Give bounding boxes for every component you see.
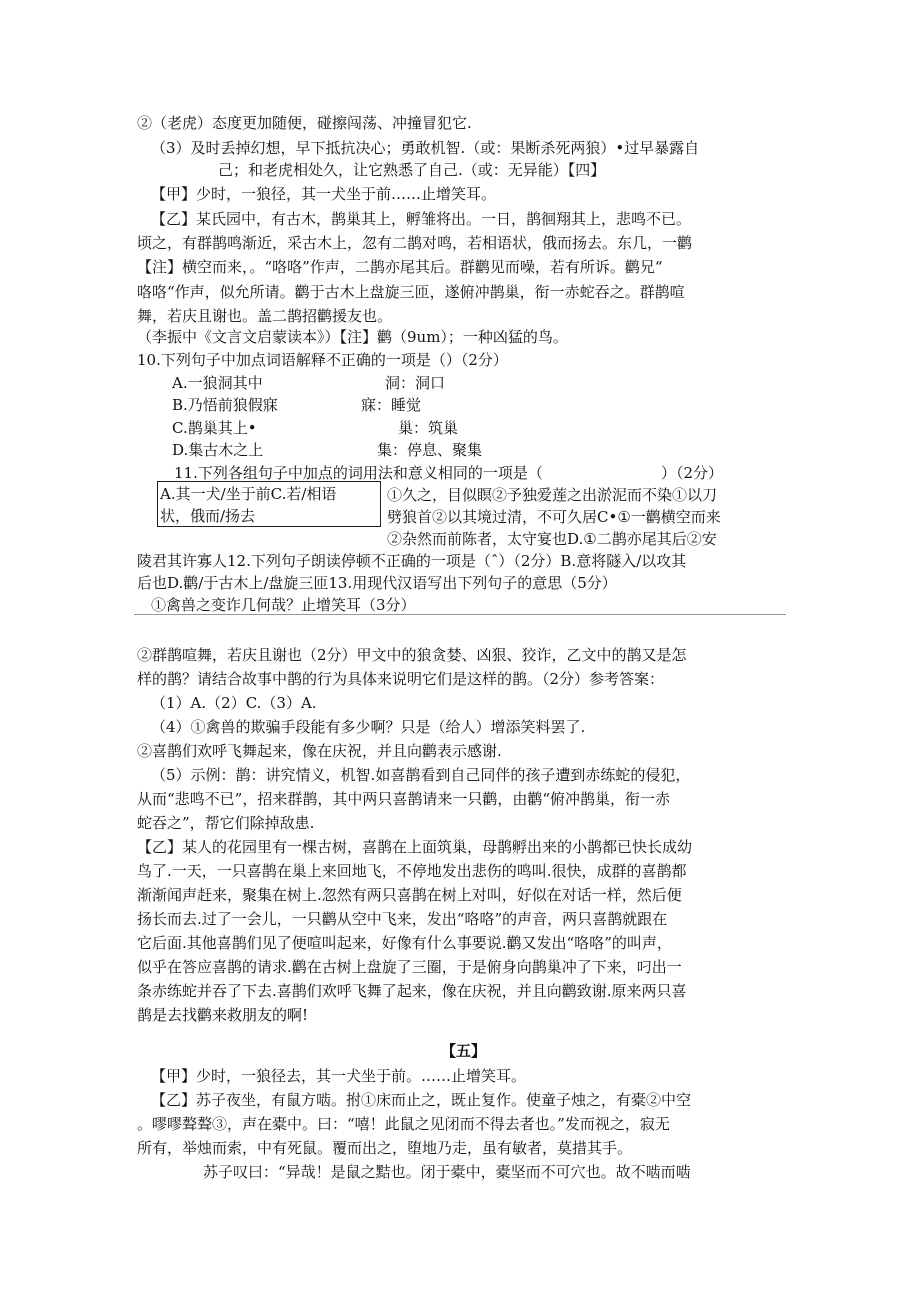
text-line: （3）及时丢掉幻想，早下抵抗决心；勇敢机智.（或：果断杀死两狼）•过早暴露自 xyxy=(151,139,700,157)
q10-option-d: D.集古木之上 xyxy=(172,441,264,459)
text-line: 鸟了.一天，一只喜鹊在巢上来回地飞，不停地发出悲伤的鸣叫.很快，成群的喜鹊都 xyxy=(137,862,687,880)
text-line: ①久之，目似瞑②予独爱莲之出淤泥而不染①以刀 xyxy=(387,486,718,504)
text-line: 【乙】苏子夜坐，有鼠方啮。拊①床而止之，既止复作。使童子烛之，有橐②中空 xyxy=(151,1091,692,1109)
text-line: 扬长而去.过了一会儿，一只鹳从空中飞来，发出“咯咯”的声音，两只喜鹊就跟在 xyxy=(137,910,668,928)
answer-box-line: A.其一犬/坐于前C.若/相语 xyxy=(160,485,337,503)
text-line: 【注】横空而来，。“咯咯”作声，二鹊亦尾其后。群鹳见而噪，若有所诉。鹳兄“ xyxy=(137,258,663,276)
text-line: 【甲】少时，一狼径去，其一犬坐于前。……止增笑耳。 xyxy=(151,1067,527,1085)
text-line: 渐渐闻声赶来，聚集在树上.忽然有两只喜鹊在树上对叫，好似在对话一样，然后便 xyxy=(137,886,682,904)
text-line: （5）示例：鹊：讲究情义，机智.如喜鹊看到自己同伴的孩子遭到赤练蛇的侵犯， xyxy=(151,766,691,784)
text-line: ②喜鹊们欢呼飞舞起来，像在庆祝，并且向鹳表示感谢. xyxy=(137,742,502,760)
text-line: 所有，举烛而索，中有死鼠。覆而出之，堕地乃走，虽有敏者，莫措其手。 xyxy=(137,1139,633,1157)
answer-box xyxy=(157,481,381,527)
question-13-item: ①禽兽之变诈几何哉？止增笑耳（3分） xyxy=(151,596,416,614)
text-line: （4）①禽兽的欺骗手段能有多少啊？只是（给人）增添笑料罢了. xyxy=(151,718,586,736)
text-line: ②群鹊喧舞，若庆且谢也（2分）甲文中的狼贪婪、凶狠、狡诈，乙文中的鹊又是怎 xyxy=(137,646,687,664)
text-line: ②（老虎）态度更加随便，碰擦闯荡、冲撞冒犯它. xyxy=(137,114,472,132)
text-line: 从而“悲鸣不已”，招来群鹊，其中两只喜鹊请来一只鹳，由鹳“俯冲鹊巢，衔一赤 xyxy=(137,790,671,808)
q10-option-b-gloss: 寐：睡觉 xyxy=(361,396,422,414)
question-11-title: 11.下列各组句子中加点的词用法和意义相同的一项是（ xyxy=(174,464,543,482)
text-line: 【乙】某人的花园里有一棵古树，喜鹊在上面筑巢，母鹊孵出来的小鹊都已快长成幼 xyxy=(137,838,693,856)
text-line: 【甲】少时，一狼径，其一犬坐于前……止增笑耳。 xyxy=(151,185,497,203)
text-line: （李振中《文言文启蒙读本》）【注】鹳（9um）；一种凶猛的鸟。 xyxy=(137,328,568,346)
q10-option-a-gloss: 洞：洞口 xyxy=(385,374,446,392)
q10-option-d-gloss: 集：停息、聚集 xyxy=(377,441,483,459)
text-line: 似乎在答应喜鹊的请求.鹳在古树上盘旋了三圈，于是俯身向鹊巢冲了下来，叼出一 xyxy=(137,958,682,976)
text-line: 舞，若庆且谢也。盖二鹊招鹳援友也。 xyxy=(137,307,393,325)
text-line: 蛇吞之”，帮它们除掉敌患. xyxy=(137,814,315,832)
text-line: 它后面.其他喜鹊们见了便喧叫起来，好像有什么事要说.鹳又发出“咯咯”的叫声， xyxy=(137,934,672,952)
page-divider xyxy=(134,614,786,615)
text-line: （1）A.（2）C.（3）A. xyxy=(151,694,317,712)
text-line: 。嘐嘐聱聱③，声在橐中。曰：“嘻！此鼠之见闭而不得去者也。”发而视之，寂无 xyxy=(137,1115,670,1133)
text-line: 条赤练蛇并吞了下去.喜鹊们欢呼飞舞了起来，像在庆祝，并且向鹳致谢.原来两只喜 xyxy=(137,982,687,1000)
text-line: 己；和老虎相处久，让它熟悉了自己.（或：无异能）【四】 xyxy=(218,161,606,179)
answer-box-line: 状，俄而/扬去 xyxy=(160,507,256,525)
text-line: 苏子叹曰：“异哉！是鼠之黠也。闭于橐中，橐坚而不可穴也。故不啮而啮 xyxy=(203,1163,691,1181)
text-line: 劈狼首②以其境过清，不可久居C•①一鹳横空而来 xyxy=(387,508,721,526)
section-heading: 【五】 xyxy=(441,1042,487,1060)
text-line: 【乙】某氏园中，有古木，鹊巢其上，孵雏将出。一日，鹊徊翔其上，悲鸣不已。 xyxy=(151,210,692,228)
text-line: 顷之，有群鹊鸣渐近，采古木上，忽有二鹊对鸣，若相语状，俄而扬去。东几，一鹳 xyxy=(137,234,693,252)
q10-option-a: A.一狼洞其中 xyxy=(172,374,263,392)
text-line: ②杂然而前陈者，太守宴也D.①二鹊亦尾其后②安 xyxy=(387,530,717,548)
question-12-line: 后也D.鹳/于古木上/盘旋三匝13.用现代汉语写出下列句子的意思（5分） xyxy=(137,574,617,592)
question-12-line: 陵君其许寡人12.下列句子朗读停顿不正确的一项是（ˆ）（2分）B.意将隧入/以攻其 xyxy=(137,552,687,570)
question-10-title: 10.下列句子中加点词语解释不正确的一项是（）（2分） xyxy=(137,351,508,369)
text-line: 鹊是去找鹳来救朋友的啊! xyxy=(137,1006,309,1024)
text-line: 咯咯“作声，似允所请。鹳于古木上盘旋三匝，遂俯冲鹊巢，衔一赤蛇吞之。群鹊喧 xyxy=(137,283,685,301)
question-11-score: ）（2分） xyxy=(661,464,724,482)
q10-option-c: C.鹊巢其上• xyxy=(172,419,257,437)
q10-option-b: B.乃悟前狼假寐 xyxy=(172,396,278,414)
text-line: 样的鹊？请结合故事中鹊的行为具体来说明它们是这样的鹊。（2分）参考答案： xyxy=(137,670,665,688)
q10-option-c-gloss: 巢：筑巢 xyxy=(398,419,459,437)
